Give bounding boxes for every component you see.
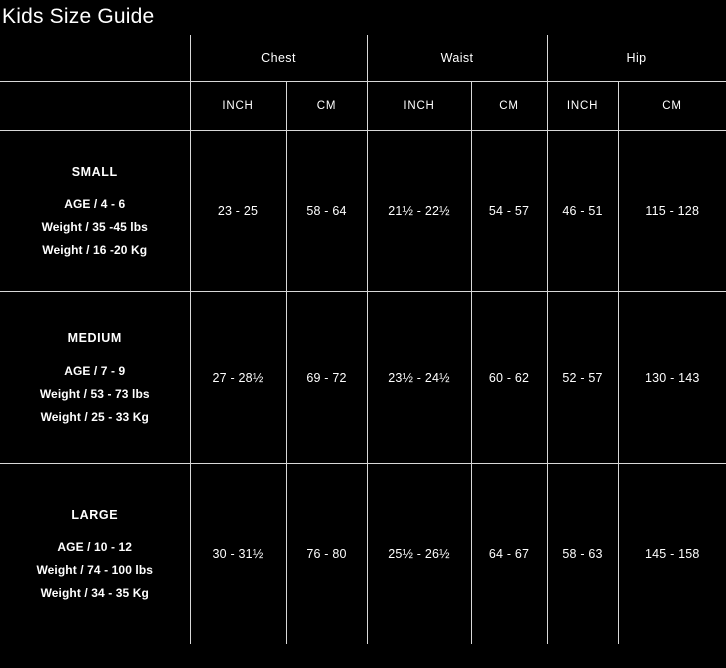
size-detail-age: AGE / 4 - 6 [64,197,126,212]
size-detail-age: AGE / 7 - 9 [64,363,126,378]
header-hip: Hip [547,35,726,82]
size-detail-weight-kg: Weight / 16 -20 Kg [42,243,148,258]
size-detail-weight-lbs: Weight / 53 - 73 lbs [39,386,150,401]
cell-waist-cm: 60 - 62 [471,292,547,464]
cell-chest-cm: 58 - 64 [286,131,367,292]
header-spacer-units [0,82,190,131]
table-row [0,131,726,292]
size-guide-table [0,35,726,644]
cell-hip-cm: 145 - 158 [618,464,726,645]
header-waist-cm: CM [471,82,547,131]
cell-waist-inch: 21½ - 22½ [367,131,471,292]
cell-hip-cm: 130 - 143 [618,292,726,464]
size-label: MEDIUM [67,331,122,346]
header-hip-inch: INCH [547,82,618,131]
cell-hip-inch: 52 - 57 [547,292,618,464]
table-row [0,464,726,645]
header-waist: Waist [367,35,547,82]
row-medium-size [0,292,190,464]
size-label: LARGE [71,507,119,522]
table-row [0,292,726,464]
cell-chest-inch: 27 - 28½ [190,292,286,464]
cell-waist-cm: 64 - 67 [471,464,547,645]
page-title: Kids Size Guide [2,5,155,28]
header-hip-cm: CM [618,82,726,131]
header-spacer [0,35,190,82]
cell-waist-cm: 54 - 57 [471,131,547,292]
header-chest: Chest [190,35,367,82]
cell-hip-inch: 46 - 51 [547,131,618,292]
cell-waist-inch: 23½ - 24½ [367,292,471,464]
row-small-size [0,131,190,292]
cell-hip-inch: 58 - 63 [547,464,618,645]
size-label: SMALL [71,164,118,179]
header-waist-inch: INCH [367,82,471,131]
table-header-measurements [0,35,726,82]
size-detail-weight-lbs: Weight / 74 - 100 lbs [36,563,154,578]
cell-hip-cm: 115 - 128 [618,131,726,292]
row-large-size [0,464,190,645]
cell-waist-inch: 25½ - 26½ [367,464,471,645]
cell-chest-inch: 23 - 25 [190,131,286,292]
cell-chest-cm: 69 - 72 [286,292,367,464]
size-detail-weight-lbs: Weight / 35 -45 lbs [41,220,148,235]
table-header-units [0,82,726,131]
header-chest-inch: INCH [190,82,286,131]
cell-chest-cm: 76 - 80 [286,464,367,645]
header-chest-cm: CM [286,82,367,131]
size-detail-age: AGE / 10 - 12 [57,540,133,555]
size-detail-weight-kg: Weight / 25 - 33 Kg [40,409,149,424]
size-detail-weight-kg: Weight / 34 - 35 Kg [40,586,149,601]
cell-chest-inch: 30 - 31½ [190,464,286,645]
